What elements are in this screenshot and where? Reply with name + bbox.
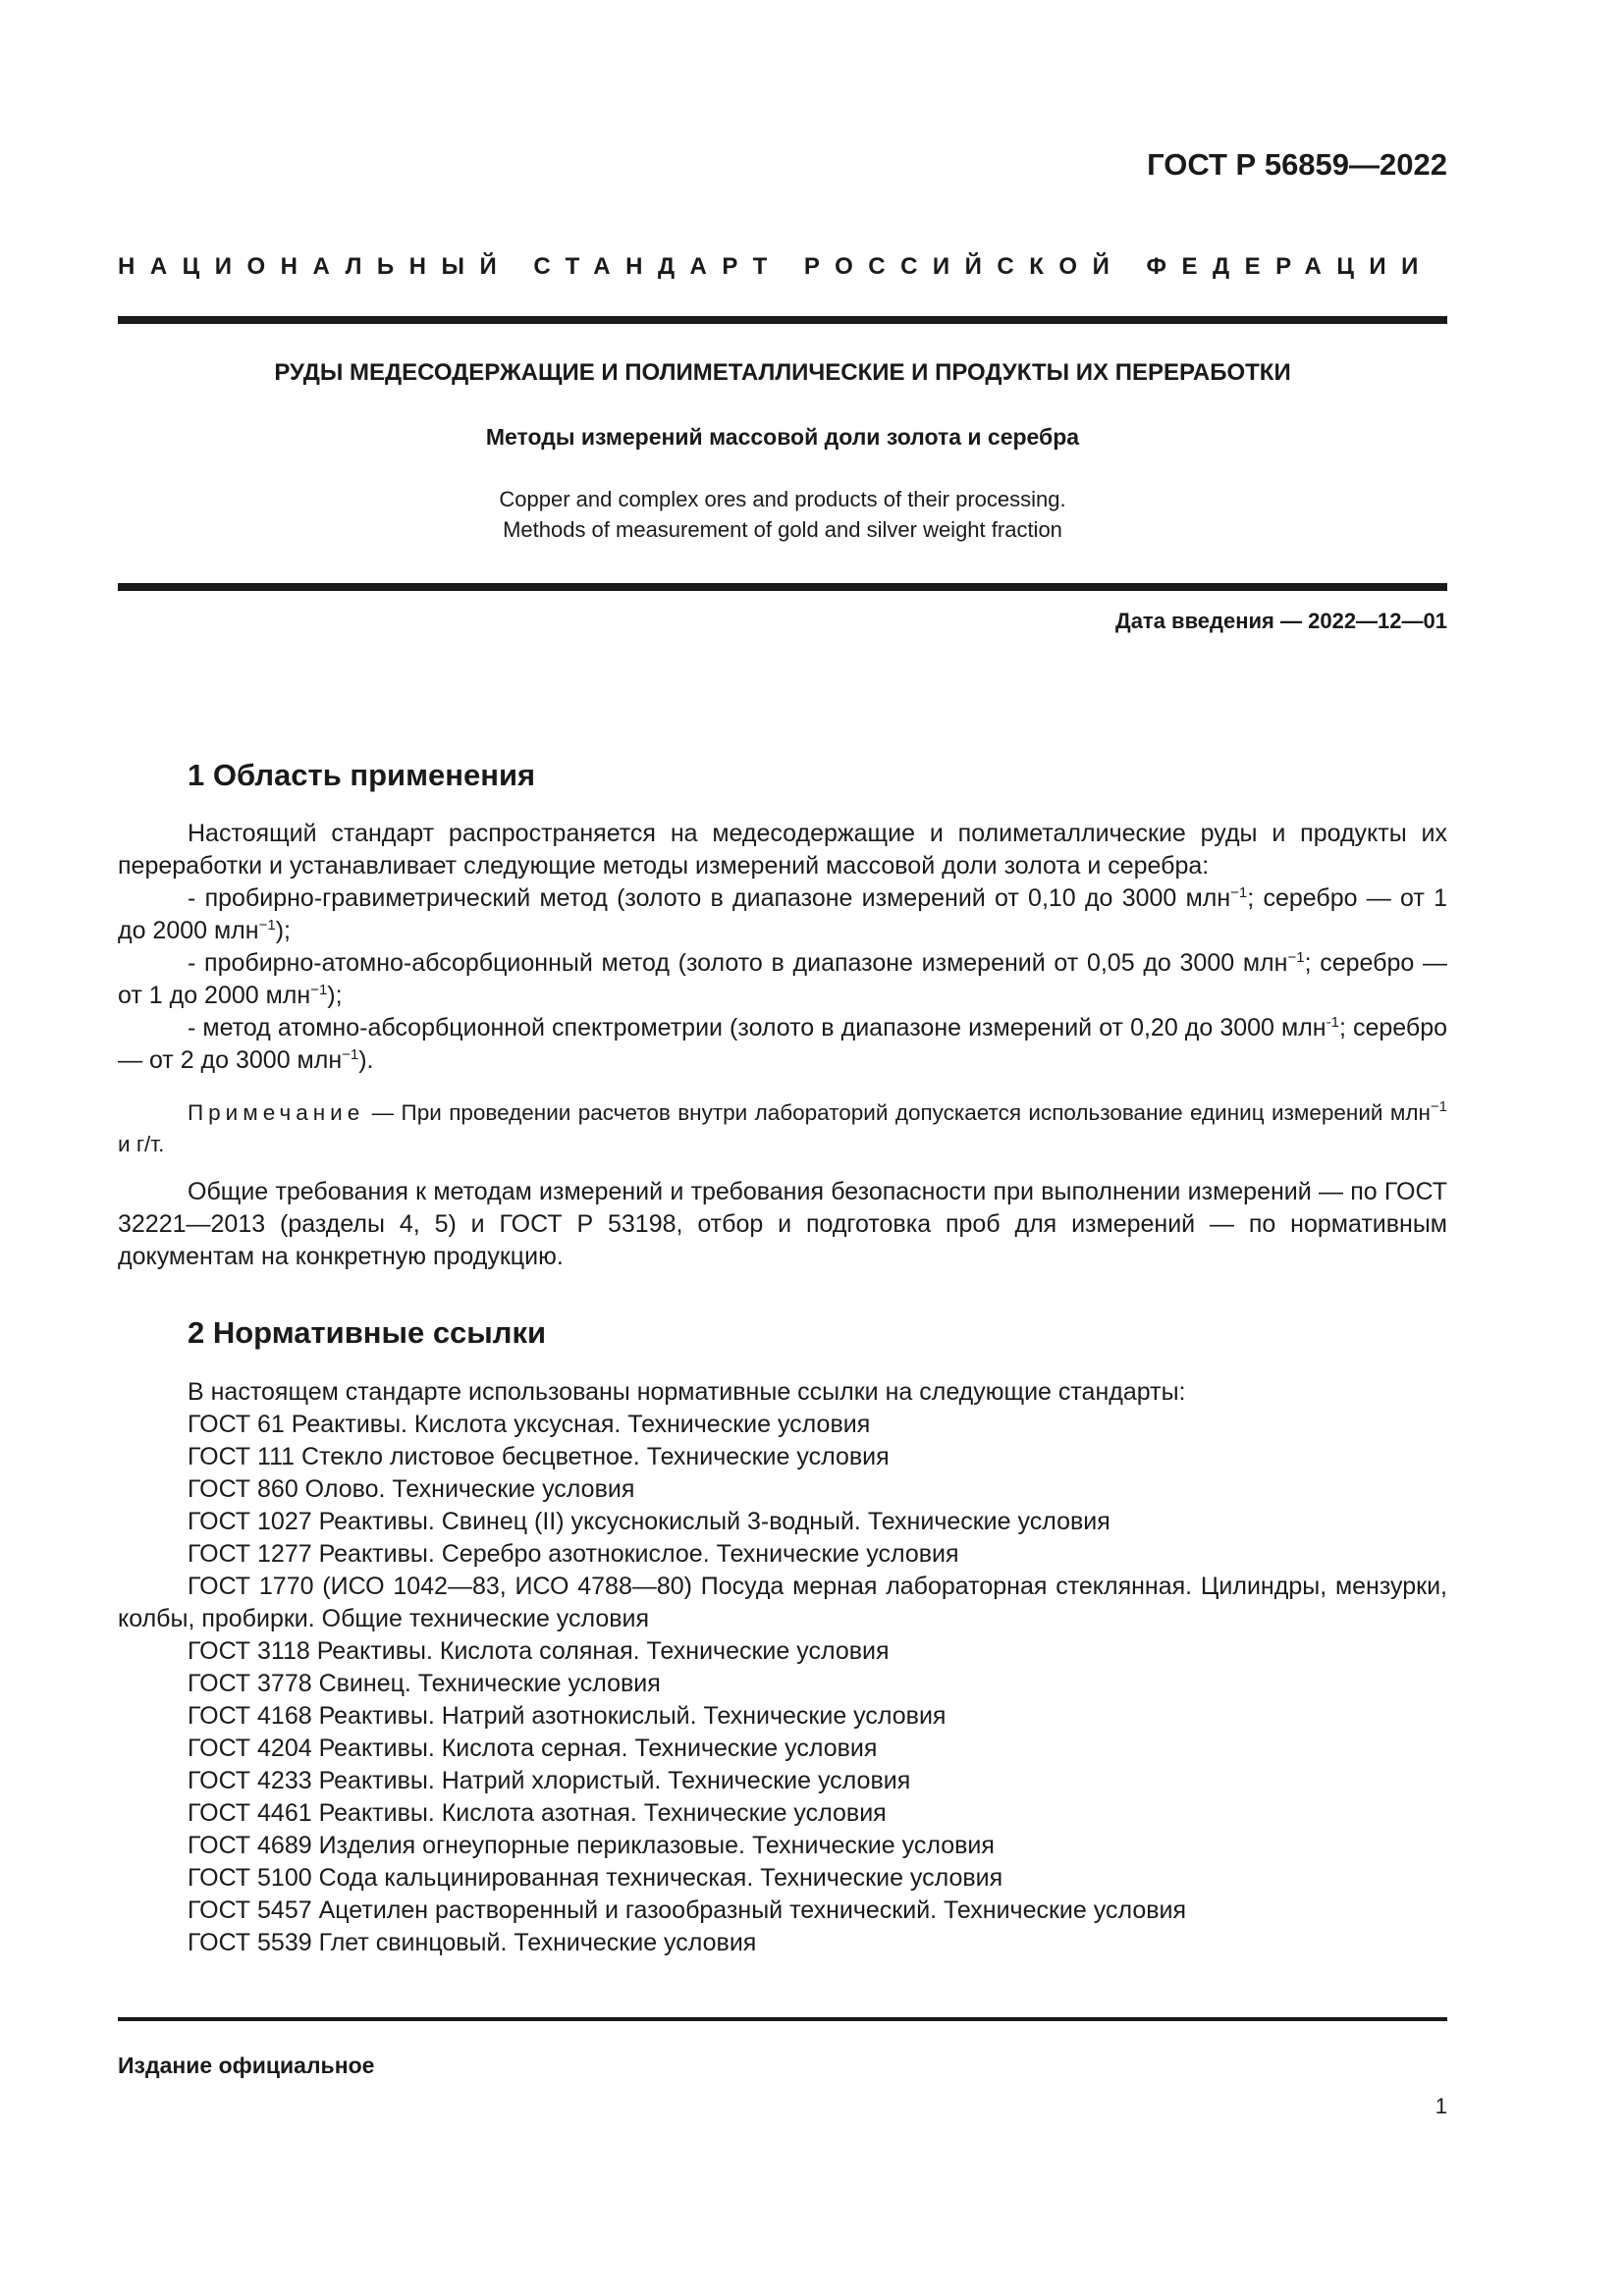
general-requirements-paragraph: Общие требования к методам измерений и требования безопасности при выполнении измерений — по ГОСТ 32221—2013 (разделы 4, 5) и ГОСТ Р 53198, отбор и подготовка проб для измерений — по нормативным документам на конкретную продукцию. xyxy=(118,1178,1447,1270)
reference-item: ГОСТ 1277 Реактивы. Серебро азотнокислое. Технические условия xyxy=(188,1540,959,1568)
introduction-date: Дата введения — 2022—12—01 xyxy=(1115,609,1447,633)
official-edition-label: Издание официальное xyxy=(118,2053,375,2078)
note-label: Примечание xyxy=(188,1100,365,1125)
reference-item: ГОСТ 5457 Ацетилен растворенный и газообразный технический. Технические условия xyxy=(188,1896,1187,1924)
reference-item: ГОСТ 860 Олово. Технические условия xyxy=(188,1475,635,1503)
reference-item: ГОСТ 4204 Реактивы. Кислота серная. Технические условия xyxy=(188,1735,878,1762)
reference-item: ГОСТ 4233 Реактивы. Натрий хлористый. Технические условия xyxy=(188,1767,911,1794)
section-1-body xyxy=(118,818,1447,1077)
page-number: 1 xyxy=(1435,2094,1447,2118)
national-standard-heading: НАЦИОНАЛЬНЫЙ СТАНДАРТ РОССИЙСКОЙ ФЕДЕРАЦИИ xyxy=(118,253,1434,280)
english-title-line-1: Copper and complex ores and products of their processing. xyxy=(499,487,1066,511)
footer-divider xyxy=(118,2017,1447,2021)
top-divider xyxy=(118,316,1447,324)
english-title-line-2: Methods of measurement of gold and silver weight fraction xyxy=(503,517,1062,542)
reference-item: ГОСТ 3778 Свинец. Технические условия xyxy=(188,1670,661,1697)
document-number: ГОСТ Р 56859—2022 xyxy=(1147,147,1447,182)
scope-paragraph: Настоящий стандарт распространяется на медесодержащие и полиметаллические руды и продукты их переработки и устанавливает следующие методы измерений массовой доли золота и серебра: xyxy=(118,820,1447,880)
reference-item: ГОСТ 111 Стекло листовое бесцветное. Технические условия xyxy=(188,1443,890,1470)
normative-references-list xyxy=(118,1376,1447,1959)
document-subtitle: Методы измерений массовой доли золота и серебра xyxy=(485,424,1080,450)
reference-item: ГОСТ 5539 Глет свинцовый. Технические условия xyxy=(188,1929,757,1956)
document-title: РУДЫ МЕДЕСОДЕРЖАЩИЕ И ПОЛИМЕТАЛЛИЧЕСКИЕ И ПРОДУКТЫ ИХ ПЕРЕРАБОТКИ xyxy=(274,359,1291,386)
reference-item: ГОСТ 61 Реактивы. Кислота уксусная. Технические условия xyxy=(188,1411,871,1438)
reference-item: ГОСТ 4461 Реактивы. Кислота азотная. Технические условия xyxy=(188,1799,887,1827)
reference-item: ГОСТ 3118 Реактивы. Кислота соляная. Технические условия xyxy=(188,1637,890,1665)
english-title xyxy=(118,484,1447,545)
reference-item: ГОСТ 1027 Реактивы. Свинец (II) уксуснокислый 3-водный. Технические условия xyxy=(188,1508,1110,1535)
reference-item: ГОСТ 4689 Изделия огнеупорные периклазовые. Технические условия xyxy=(188,1832,995,1859)
title-divider xyxy=(118,583,1447,591)
section-1-note: Примечание — При проведении расчетов внутри лабораторий допускается использование единиц измерений млн$^{-1}$ и г/т. xyxy=(118,1098,1447,1156)
section-1-title: 1 Область применения xyxy=(188,758,536,792)
references-intro: В настоящем стандарте использованы нормативные ссылки на следующие стандарты: xyxy=(188,1378,1186,1406)
reference-item: ГОСТ 1770 (ИСО 1042—83, ИСО 4788—80) Посуда мерная лабораторная стеклянная. Цилиндры, мензурки, колбы, пробирки. Общие технические условия xyxy=(118,1573,1447,1632)
method-item-2: - пробирно-атомно-абсорбционный метод (золото в диапазоне измерений от 0,05 до 3000 млн$^{-1}$; серебро — от 1 до 2000 млн$^{-1}$); xyxy=(118,949,1447,1009)
reference-item: ГОСТ 4168 Реактивы. Натрий азотнокислый. Технические условия xyxy=(188,1702,947,1730)
section-2-title: 2 Нормативные ссылки xyxy=(188,1315,547,1350)
method-item-3: - метод атомно-абсорбционной спектрометрии (золото в диапазоне измерений от 0,20 до 3000 млн$^{-1}$; серебро — от 2 до 3000 млн$^{-1}$). xyxy=(118,1014,1447,1074)
method-item-1: - пробирно-гравиметрический метод (золото в диапазоне измерений от 0,10 до 3000 млн$^{-1}$; серебро — от 1 до 2000 млн$^{-1}$); xyxy=(118,884,1448,944)
reference-item: ГОСТ 5100 Сода кальцинированная техническая. Технические условия xyxy=(188,1864,1003,1892)
